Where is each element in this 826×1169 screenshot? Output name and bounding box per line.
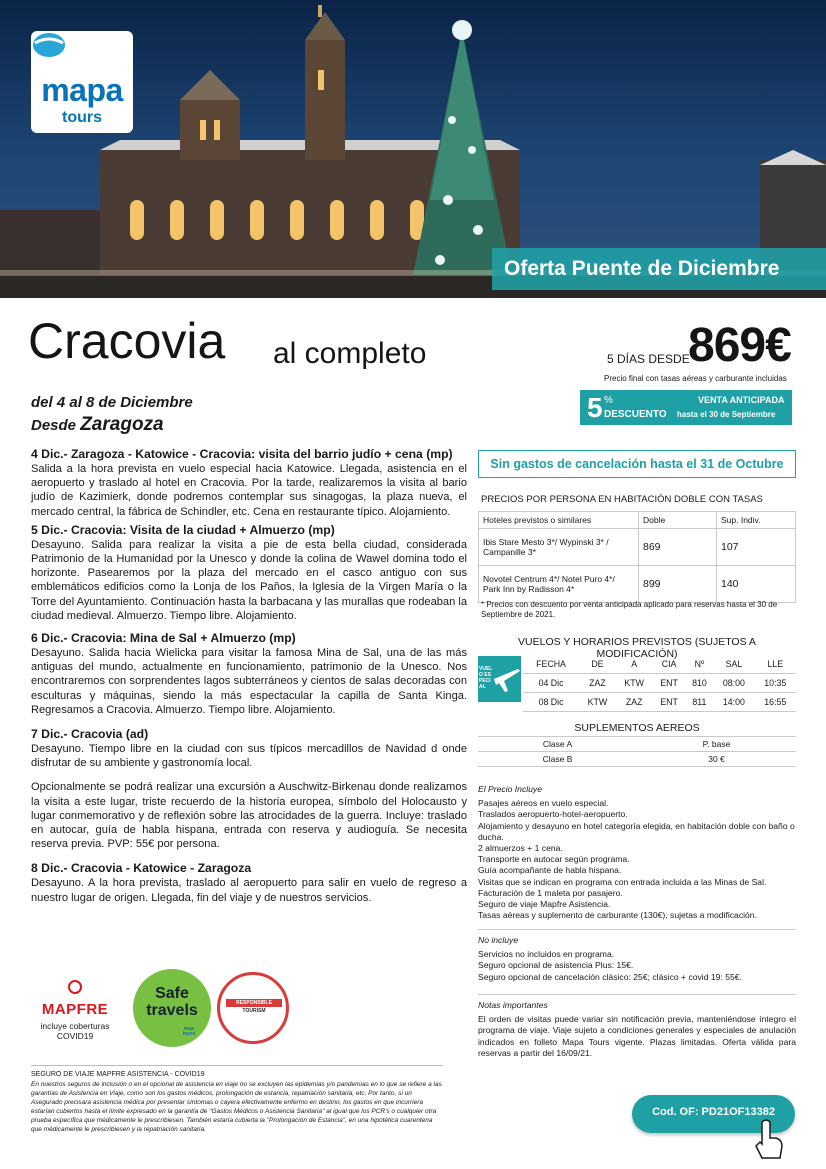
- logo-sub: tours: [62, 109, 102, 126]
- table-cell: 04 Dic: [523, 674, 579, 693]
- day-text: Desayuno. Tiempo libre en la ciudad con sus típicos mercadillos de Navidad d onde disfrutar de su ambiente y gastronomía local.: [31, 743, 467, 770]
- insurance-title: SEGURO DE VIAJE MAPFRE ASISTENCIA - COVID19: [31, 1071, 205, 1078]
- list-item: Seguro opcional de asistencia Plus: 15€.: [478, 960, 634, 971]
- list-item: Servicios no incluidos en programa.: [478, 949, 615, 960]
- table-row: [479, 529, 796, 566]
- table-header: SAL: [713, 655, 754, 674]
- table-header: Hoteles previstos o similares: [479, 512, 639, 529]
- list-item: Tasas aéreas y suplemento de carburante (130€), sujetas a modificación.: [478, 910, 757, 921]
- discount-label: DESCUENTO: [604, 409, 667, 420]
- departure-label: Desde: [31, 417, 77, 434]
- list-item: Alojamiento y desayuno en hotel categoría elegida, en habitación doble con baño o ducha.: [478, 820, 795, 842]
- early-sale-label: VENTA ANTICIPADA: [698, 395, 785, 405]
- insurance-text: En nuestros seguros de inclusión o en el opcional de asistencia en viaje no se excluyen las epidemias y/o pandemias en lo que se refiere a las garantías de Asistencia en Viaje, como son los gastos médicos, prolongación de estancia, repatriación sanitaria, etc. Por tanto, si un Asegurado precisara asistencia médica por presentar síntomas o cayera efectivamente enfermo en destino, los gastos en que incurriera estarían cubiertos hasta el límite expresado en la garantía de "Gastos Médicos o Asistencia Sanitaria" al igual que los PCR's o cualquier otra prueba específica que médicamente le prescribiesen. También estaría cubierta la "Prolongación de Estancia", en una hipotética cuarentena que médicamente le prescribiesen y la repatriación sanitaria.: [31, 1081, 442, 1133]
- list-item: Seguro opcional de cancelación clásico: 25€; clásico + covid 19: 55€.: [478, 971, 742, 982]
- list-item: Traslados aeropuerto-hotel-aeropuerto.: [478, 809, 628, 820]
- list-item: Visitas que se indican en programa con entrada incluida a las Minas de Sal.: [478, 876, 767, 887]
- table-cell: Clase A: [478, 737, 637, 752]
- day-heading: 4 Dic.- Zaragoza - Katowice - Cracovia: visita del barrio judío + cena (mp): [31, 447, 453, 461]
- table-header-row: [523, 655, 796, 674]
- discount-percent-sign: %: [604, 395, 613, 406]
- offer-code-button[interactable]: Cod. OF: PD21OF13382: [632, 1095, 795, 1133]
- mapfre-logo: [30, 980, 120, 1041]
- table-cell: 30 €: [637, 752, 796, 767]
- price-note: Precio final con tasas aéreas y carburante incluidas: [604, 374, 787, 383]
- table-row: [478, 752, 796, 767]
- includes-section: [478, 784, 796, 921]
- offer-banner: Oferta Puente de Diciembre: [492, 248, 826, 290]
- insurance-note: [31, 1065, 443, 1134]
- notes-text: El orden de visitas puede variar sin notificación previa, manteniéndose íntegro el programa de viaje. Viaje sujeto a condiciones generales y especiales de anulación indicados en folleto Mapa Tours vigente. Plazas limitadas. Oferta válida para reservas a partir del 16/09/21.: [478, 1014, 796, 1058]
- table-row: [523, 693, 796, 712]
- table-cell: KTW: [579, 693, 616, 712]
- table-header: Doble: [639, 512, 717, 529]
- table-cell: ZAZ: [616, 693, 653, 712]
- prices-table: [478, 511, 796, 603]
- table-header: Sup. Indiv.: [717, 512, 796, 529]
- page-subtitle: al completo: [273, 337, 427, 370]
- itinerary-day: [31, 523, 467, 623]
- discount-number: 5: [587, 392, 603, 423]
- table-cell: 16:55: [755, 693, 796, 712]
- logo-name: mapa: [41, 72, 123, 108]
- discount-until: hasta el 30 de Septiembre: [677, 410, 776, 419]
- table-cell: ZAZ: [579, 674, 616, 693]
- mapfre-name: MAPFRE: [41, 1001, 109, 1018]
- special-flight-label: VUELO ESPECIAL: [479, 666, 493, 690]
- table-cell: ENT: [653, 674, 686, 693]
- table-row: [479, 566, 796, 603]
- day-heading: 5 Dic.- Cracovia: Visita de la ciudad + Almuerzo (mp): [31, 522, 335, 537]
- hotel-cell: Ibis Stare Mesto 3*/ Wypinski 3* / Campanille 3*: [479, 529, 639, 566]
- responsible-band: RESPONSIBLE: [226, 999, 282, 1007]
- departure-city-name: Zaragoza: [80, 414, 164, 435]
- early-booking-discount: [580, 390, 792, 425]
- waves-icon: [31, 31, 67, 59]
- flights-table: [523, 655, 796, 712]
- not-included-title: No incluye: [478, 935, 519, 945]
- notes-section: [478, 1000, 796, 1059]
- table-cell: 08 Dic: [523, 693, 579, 712]
- table-header: DE: [579, 655, 616, 674]
- itinerary-day: [31, 727, 467, 770]
- table-header: FECHA: [523, 655, 579, 674]
- table-header: Nº: [686, 655, 714, 674]
- includes-title: El Precio Incluye: [478, 784, 543, 794]
- table-cell: 14:00: [713, 693, 754, 712]
- departure-city: [31, 414, 164, 436]
- single-supplement-cell: 140: [717, 566, 796, 603]
- price-from-label: 5 DÍAS DESDE: [607, 352, 690, 366]
- special-flight-badge: [478, 656, 521, 702]
- divider: [478, 994, 796, 995]
- responsible-tourism-badge: [217, 972, 289, 1044]
- optional-excursion: Opcionalmente se podrá realizar una excursión a Auschwitz-Birkenau donde realizamos la visita a este lugar, triste recuerdo de la historia europea, símbolo del Holocausto y lugar conmemorativo y de reflexión sobre las atrocidades de la guerra. Incluye: traslado en autocar, guía de habla hispana, entrada con reserva y audioguía. Se necesita reserva previa. PVP: 55€ por persona.: [31, 781, 467, 851]
- table-row: [478, 737, 796, 752]
- double-price-cell: 869: [639, 529, 717, 566]
- table-header-row: [479, 512, 796, 529]
- list-item: Guía acompañante de habla hispana.: [478, 865, 622, 876]
- day-text: Salida a la hora prevista en vuelo especial hacia Katowice. Llegada, asistencia en el aeropuerto y traslado al hotel en Cracovia. Por la tarde, realizaremos la visita al bario judío de Kazimierk, donde podremos contemplar sus sinagogas, la plaza nueva, el mercado central, la fábrica de Schindler, etc. Cena en restaurante típico. Alojamiento.: [31, 463, 467, 518]
- supplements-table: [478, 737, 796, 767]
- hotel-cell: Novotel Centrum 4*/ Notel Puro 4*/ Park Inn by Radisson 4*: [479, 566, 639, 603]
- list-item: Transporte en autocar según programa.: [478, 854, 630, 865]
- mapfre-emblem-icon: [68, 980, 82, 994]
- table-cell: 811: [686, 693, 714, 712]
- divider: [478, 929, 796, 930]
- single-supplement-cell: 107: [717, 529, 796, 566]
- cancellation-note: Sin gastos de cancelación hasta el 31 de Octubre: [478, 450, 796, 478]
- hero-image: [0, 0, 826, 298]
- mapa-tours-logo: [31, 31, 133, 133]
- not-included-section: [478, 935, 796, 983]
- itinerary: [31, 447, 467, 909]
- day-text: Desayuno. Salida para realizar la visita a pie de esta bella ciudad, considerada Patrimonio de la Humanidad por la Unesco y donde la colina de Wawel domina todo el horizonte. Pasearemos por la plaza del mercado en el casco antiguo con sus emblemáticos edificios como la Lonja de los Paños, la Iglesia de la Virgen María o la Torre del Ayuntamiento. Continuación hasta la barbacana y las murallas que rodeaban la ciudad medieval. Almuerzo. Tiempo libre. Alojamiento.: [31, 538, 467, 622]
- day-text: Desayuno. A la hora prevista, traslado al aeropuerto para salir en vuelo de regreso a nuestro lugar de origen. Llegada, fin del viaje y de nuestros servicios.: [31, 877, 467, 904]
- table-row: [523, 674, 796, 693]
- table-cell: 810: [686, 674, 714, 693]
- prices-note: * Precios con descuento por venta anticipada aplicado para reservas hasta el 30 de Septiembre de 2021.: [481, 600, 778, 619]
- day-heading: 6 Dic.- Cracovia: Mina de Sal + Almuerzo (mp): [31, 631, 296, 646]
- list-item: 2 almuerzos + 1 cena.: [478, 843, 563, 854]
- itinerary-day: [31, 631, 467, 717]
- table-cell: Clase B: [478, 752, 637, 767]
- price-value: 869€: [688, 319, 791, 372]
- double-price-cell: 899: [639, 566, 717, 603]
- table-header: CIA: [653, 655, 686, 674]
- table-header: A: [616, 655, 653, 674]
- table-header: LLE: [755, 655, 796, 674]
- safe-travels-line1: Safe: [155, 985, 189, 1002]
- table-cell: 10:35: [755, 674, 796, 693]
- day-text: Desayuno. Salida hacia Wielicka para visitar la famosa Mina de Sal, una de las más antiguas del mundo, actualmente en funcionamiento, patrimonio de la Unesco. Nos encontraremos con sorprendentes lagos subterráneos y cientos de salas decoradas con esculturas y máquinas, siendo la más espectacular la capilla de Santa Kinga. Regresamos a Cracovia. Almuerzo. Tiempo libre. Alojamiento.: [31, 647, 467, 716]
- safe-travels-sub: map tours: [182, 1026, 196, 1037]
- safe-travels-line2: travels: [146, 1002, 198, 1019]
- prices-title: PRECIOS POR PERSONA EN HABITACIÓN DOBLE CON TASAS: [481, 494, 763, 505]
- day-heading: 8 Dic.- Cracovia - Katowice - Zaragoza: [31, 861, 252, 876]
- day-heading: 7 Dic.- Cracovia (ad): [31, 727, 149, 742]
- mapfre-coverage: incluye coberturas COVID19: [40, 1021, 110, 1041]
- list-item: Facturación de 1 maleta por pasajero.: [478, 887, 623, 898]
- list-item: Seguro de viaje Mapfre Asistencia.: [478, 899, 611, 910]
- table-cell: 08:00: [713, 674, 754, 693]
- itinerary-day: [31, 861, 467, 904]
- page-title: Cracovia: [28, 313, 226, 369]
- list-item: Pasajes aéreos en vuelo especial.: [478, 798, 609, 809]
- responsible-line2: TOURISM: [242, 1008, 266, 1014]
- travel-dates: del 4 al 8 de Diciembre: [31, 394, 193, 411]
- table-cell: ENT: [653, 693, 686, 712]
- pointer-hand-icon: [750, 1118, 786, 1162]
- table-cell: KTW: [616, 674, 653, 693]
- supplements-title: SUPLEMENTOS AEREOS: [478, 722, 796, 737]
- safe-travels-badge: [133, 969, 211, 1047]
- table-cell: P. base: [637, 737, 796, 752]
- notes-title: Notas importantes: [478, 1000, 548, 1010]
- itinerary-day: [31, 447, 467, 519]
- flights-title: VUELOS Y HORARIOS PREVISTOS (SUJETOS A MODIFICACIÓN): [518, 636, 756, 660]
